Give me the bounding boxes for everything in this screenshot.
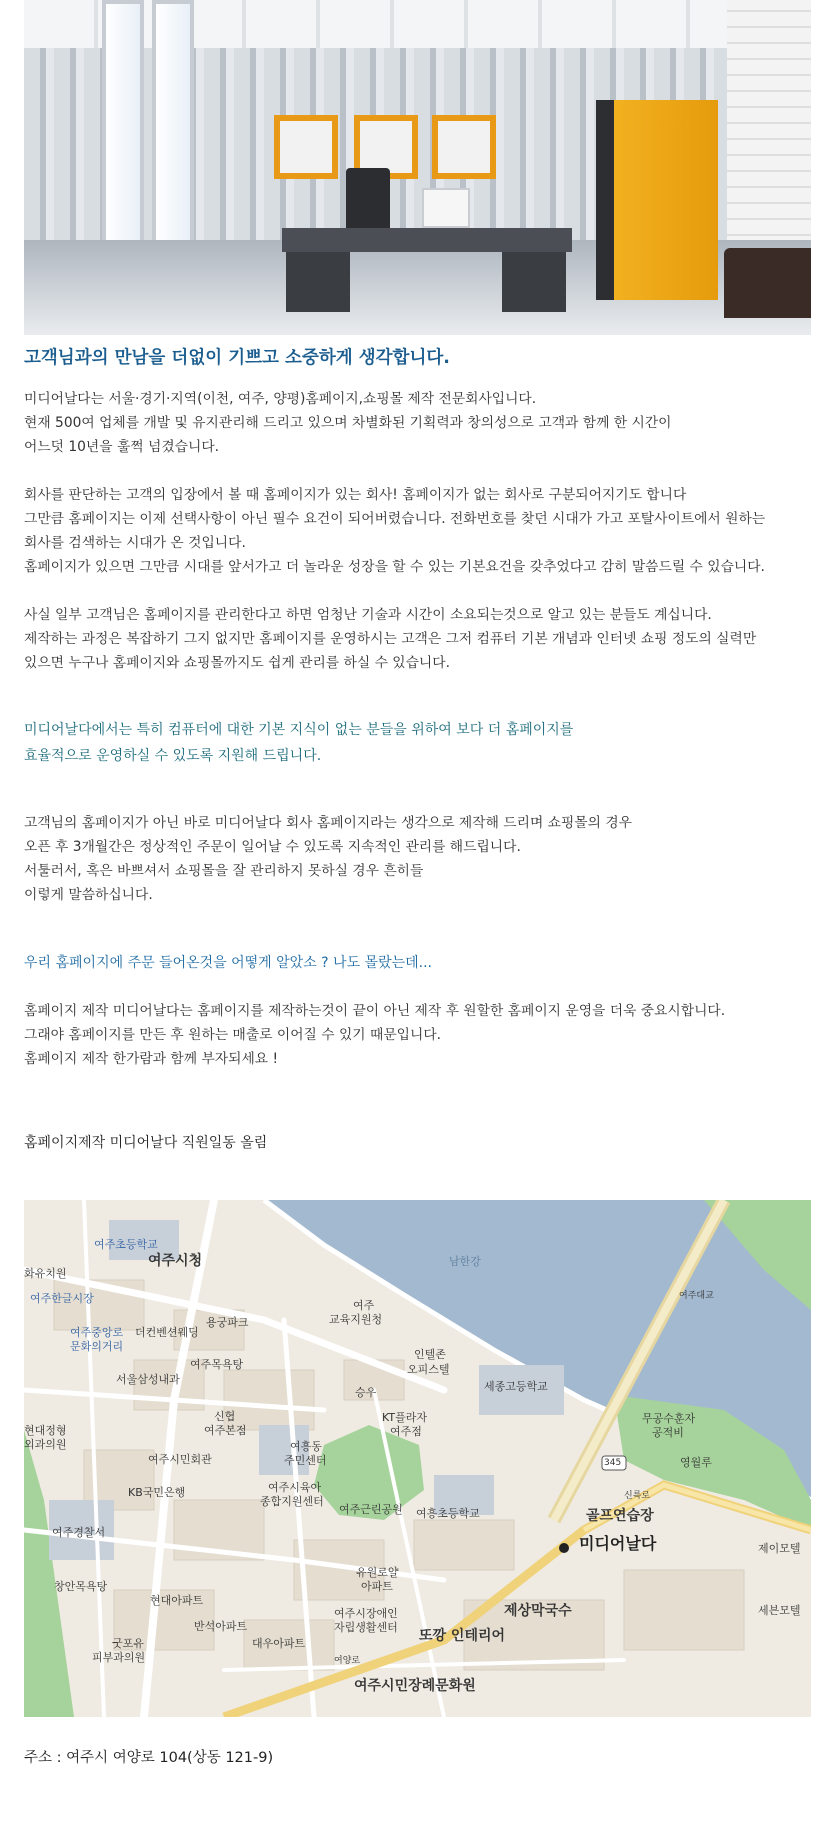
map-label: 창안목욕탕 [54,1580,108,1593]
map-label: 여주근린공원 [339,1503,403,1516]
text-line: 있으면 누구나 홈페이지와 쇼핑몰까지도 쉽게 관리를 하실 수 있습니다. [24,655,450,671]
map-label: 제상막국수 [504,1603,572,1619]
content [24,0,811,1766]
map-label: 교육지원청 [329,1313,383,1326]
text-line: 서툴러서, 혹은 바쁘셔서 쇼핑몰을 잘 관리하지 못하실 경우 흔히들 [24,863,424,879]
map-label: 여흥동 [290,1440,322,1453]
route-number: 345 [604,1458,622,1468]
text-line: 회사를 판단하는 고객의 입장에서 볼 때 홈페이지가 있는 회사! 홈페이지가 없는 회사로 구분되어지기도 합니다 [24,487,687,503]
map-label: KB국민은행 [128,1486,186,1499]
map-label: 더컨벤션웨딩 [135,1326,199,1339]
map-label: 피부과의원 [92,1651,146,1664]
map-label: 여주시민장례문화원 [354,1678,476,1694]
map-label: 주민센터 [284,1454,327,1467]
map-label: 여주초등학교 [94,1238,158,1251]
text-line: 효율적으로 운영하실 수 있도록 지원해 드립니다. [24,748,322,764]
page-headline: 고객님과의 만남을 더없이 기쁘고 소중하게 생각합니다. [24,348,450,368]
text-line: 홈페이지 제작 미디어날다는 홈페이지를 제작하는것이 끝이 아닌 제작 후 원할한 홈페이지 운영을 더욱 중요시합니다. [24,1003,726,1019]
intro-paragraph [24,387,811,675]
map-label: 유원로얄 [356,1566,399,1579]
location-map[interactable] [24,1200,811,1717]
map-label: 자립생활센터 [334,1621,398,1634]
management-paragraph [24,811,811,907]
map-label: 공적비 [652,1426,684,1439]
map-label: 여주경찰서 [52,1526,106,1539]
map-label: 현대아파트 [150,1594,204,1607]
text-line: 홈페이지가 있으면 그만큼 시대를 앞서가고 더 놀라운 성장을 할 수 있는 기본요건을 갖추었다고 감히 말씀드릴 수 있습니다. [24,559,765,575]
text-line: 미디어날다에서는 특히 컴퓨터에 대한 기본 지식이 없는 분들을 위하여 보다 더 홈페이지를 [24,722,574,738]
map-label: 여양로 [334,1656,361,1666]
map-label: 세종고등학교 [484,1380,548,1393]
map-label: 오피스텔 [407,1363,450,1376]
map-label: 신협 [214,1410,236,1423]
map-label: 화유치원 [24,1267,67,1280]
map-label: 굿포유 [112,1637,144,1650]
text-line: 어느덧 10년을 훌쩍 넘겼습니다. [24,439,220,455]
text-line: 오픈 후 3개월간은 정상적인 주문이 일어날 수 있도록 지속적인 관리를 해드립니다. [24,839,521,855]
map-label: 남한강 [449,1255,481,1268]
customer-quote: 우리 홈페이지에 주문 들어온것을 어떻게 알았소 ? 나도 몰랐는데... [24,955,433,971]
text-line: 제작하는 과정은 복잡하기 그지 없지만 홈페이지를 운영하시는 고객은 그저 컴퓨터 기본 개념과 인터넷 쇼핑 정도의 실력만 [24,631,757,647]
company-location-label[interactable]: 미디어날다 [579,1534,657,1553]
map-label: 대우아파트 [252,1637,306,1650]
map-label: 세븐모텔 [758,1604,801,1617]
map-label: 여주중앙로 [70,1326,124,1339]
signature: 홈페이지제작 미디어날다 직원일동 올림 [24,1135,268,1151]
map-label: 여주목욕탕 [190,1358,244,1371]
text-line: 사실 일부 고객님은 홈페이지를 관리한다고 하면 엄청난 기술과 시간이 소요되는것으로 알고 있는 분들도 계십니다. [24,607,712,623]
map-label: 현대정형 [24,1424,67,1437]
office-hero-image [24,0,811,335]
map-label: 제이모텔 [758,1542,801,1555]
support-highlight [24,717,811,769]
map-label: 용궁파크 [206,1316,249,1329]
address: 주소 : 여주시 여양로 104(상동 121-9) [24,1750,274,1766]
text-line: 홈페이지 제작 한가람과 함께 부자되세요 ! [24,1051,279,1067]
map-label: 여주한글시장 [30,1292,94,1305]
map-label: 또깡 인테리어 [419,1628,506,1644]
map-label: 외과의원 [24,1438,67,1451]
map-label: 반석아파트 [194,1620,248,1633]
map-label: 신륵로 [624,1491,651,1501]
closing-paragraph [24,999,811,1071]
map-label: 여주시육아 [268,1481,322,1494]
map-label: 승우 [355,1386,377,1399]
map-label: 문화의거리 [70,1340,124,1353]
text-line: 현재 500여 업체를 개발 및 유지관리해 드리고 있으며 차별화된 기획력과 창의성으로 고객과 함께 한 시간이 [24,415,672,431]
map-label: 서울삼성내과 [116,1373,180,1386]
map-label: 여주본점 [204,1424,247,1437]
text-line: 그만큼 홈페이지는 이제 선택사항이 아닌 필수 요건이 되어버렸습니다. 전화번호를 찾던 시대가 가고 포탈사이트에서 원하는 [24,511,766,527]
text-line: 고객님의 홈페이지가 아닌 바로 미디어날다 회사 홈페이지라는 생각으로 제작해 드리며 쇼핑몰의 경우 [24,815,633,831]
map-label: 영월루 [680,1456,712,1469]
map-label: 여주대교 [679,1291,714,1301]
text-line: 회사를 검색하는 시대가 온 것입니다. [24,535,246,551]
map-label: 무공수훈자 [642,1412,696,1425]
map-label: 아파트 [361,1580,393,1593]
map-label: 인텔존 [414,1348,446,1361]
text-line: 그래야 홈페이지를 만든 후 원하는 매출로 이어질 수 있기 때문입니다. [24,1027,442,1043]
map-label: 여주시장애인 [334,1607,398,1620]
map-label: 여주시민회관 [148,1453,212,1466]
text-line: 이렇게 말씀하십니다. [24,887,153,903]
map-label: 종합지원센터 [260,1495,324,1508]
map-label: 여흥초등학교 [416,1507,480,1520]
map-label: 골프연습장 [586,1508,654,1524]
map-label: KT플라자 [382,1411,427,1424]
map-label: 여주점 [390,1425,422,1438]
map-label: 여주시청 [148,1253,203,1269]
text-line: 미디어날다는 서울·경기·지역(이천, 여주, 양평)홈페이지,쇼핑몰 제작 전문회사입니다. [24,391,537,407]
map-label: 여주 [353,1299,375,1312]
